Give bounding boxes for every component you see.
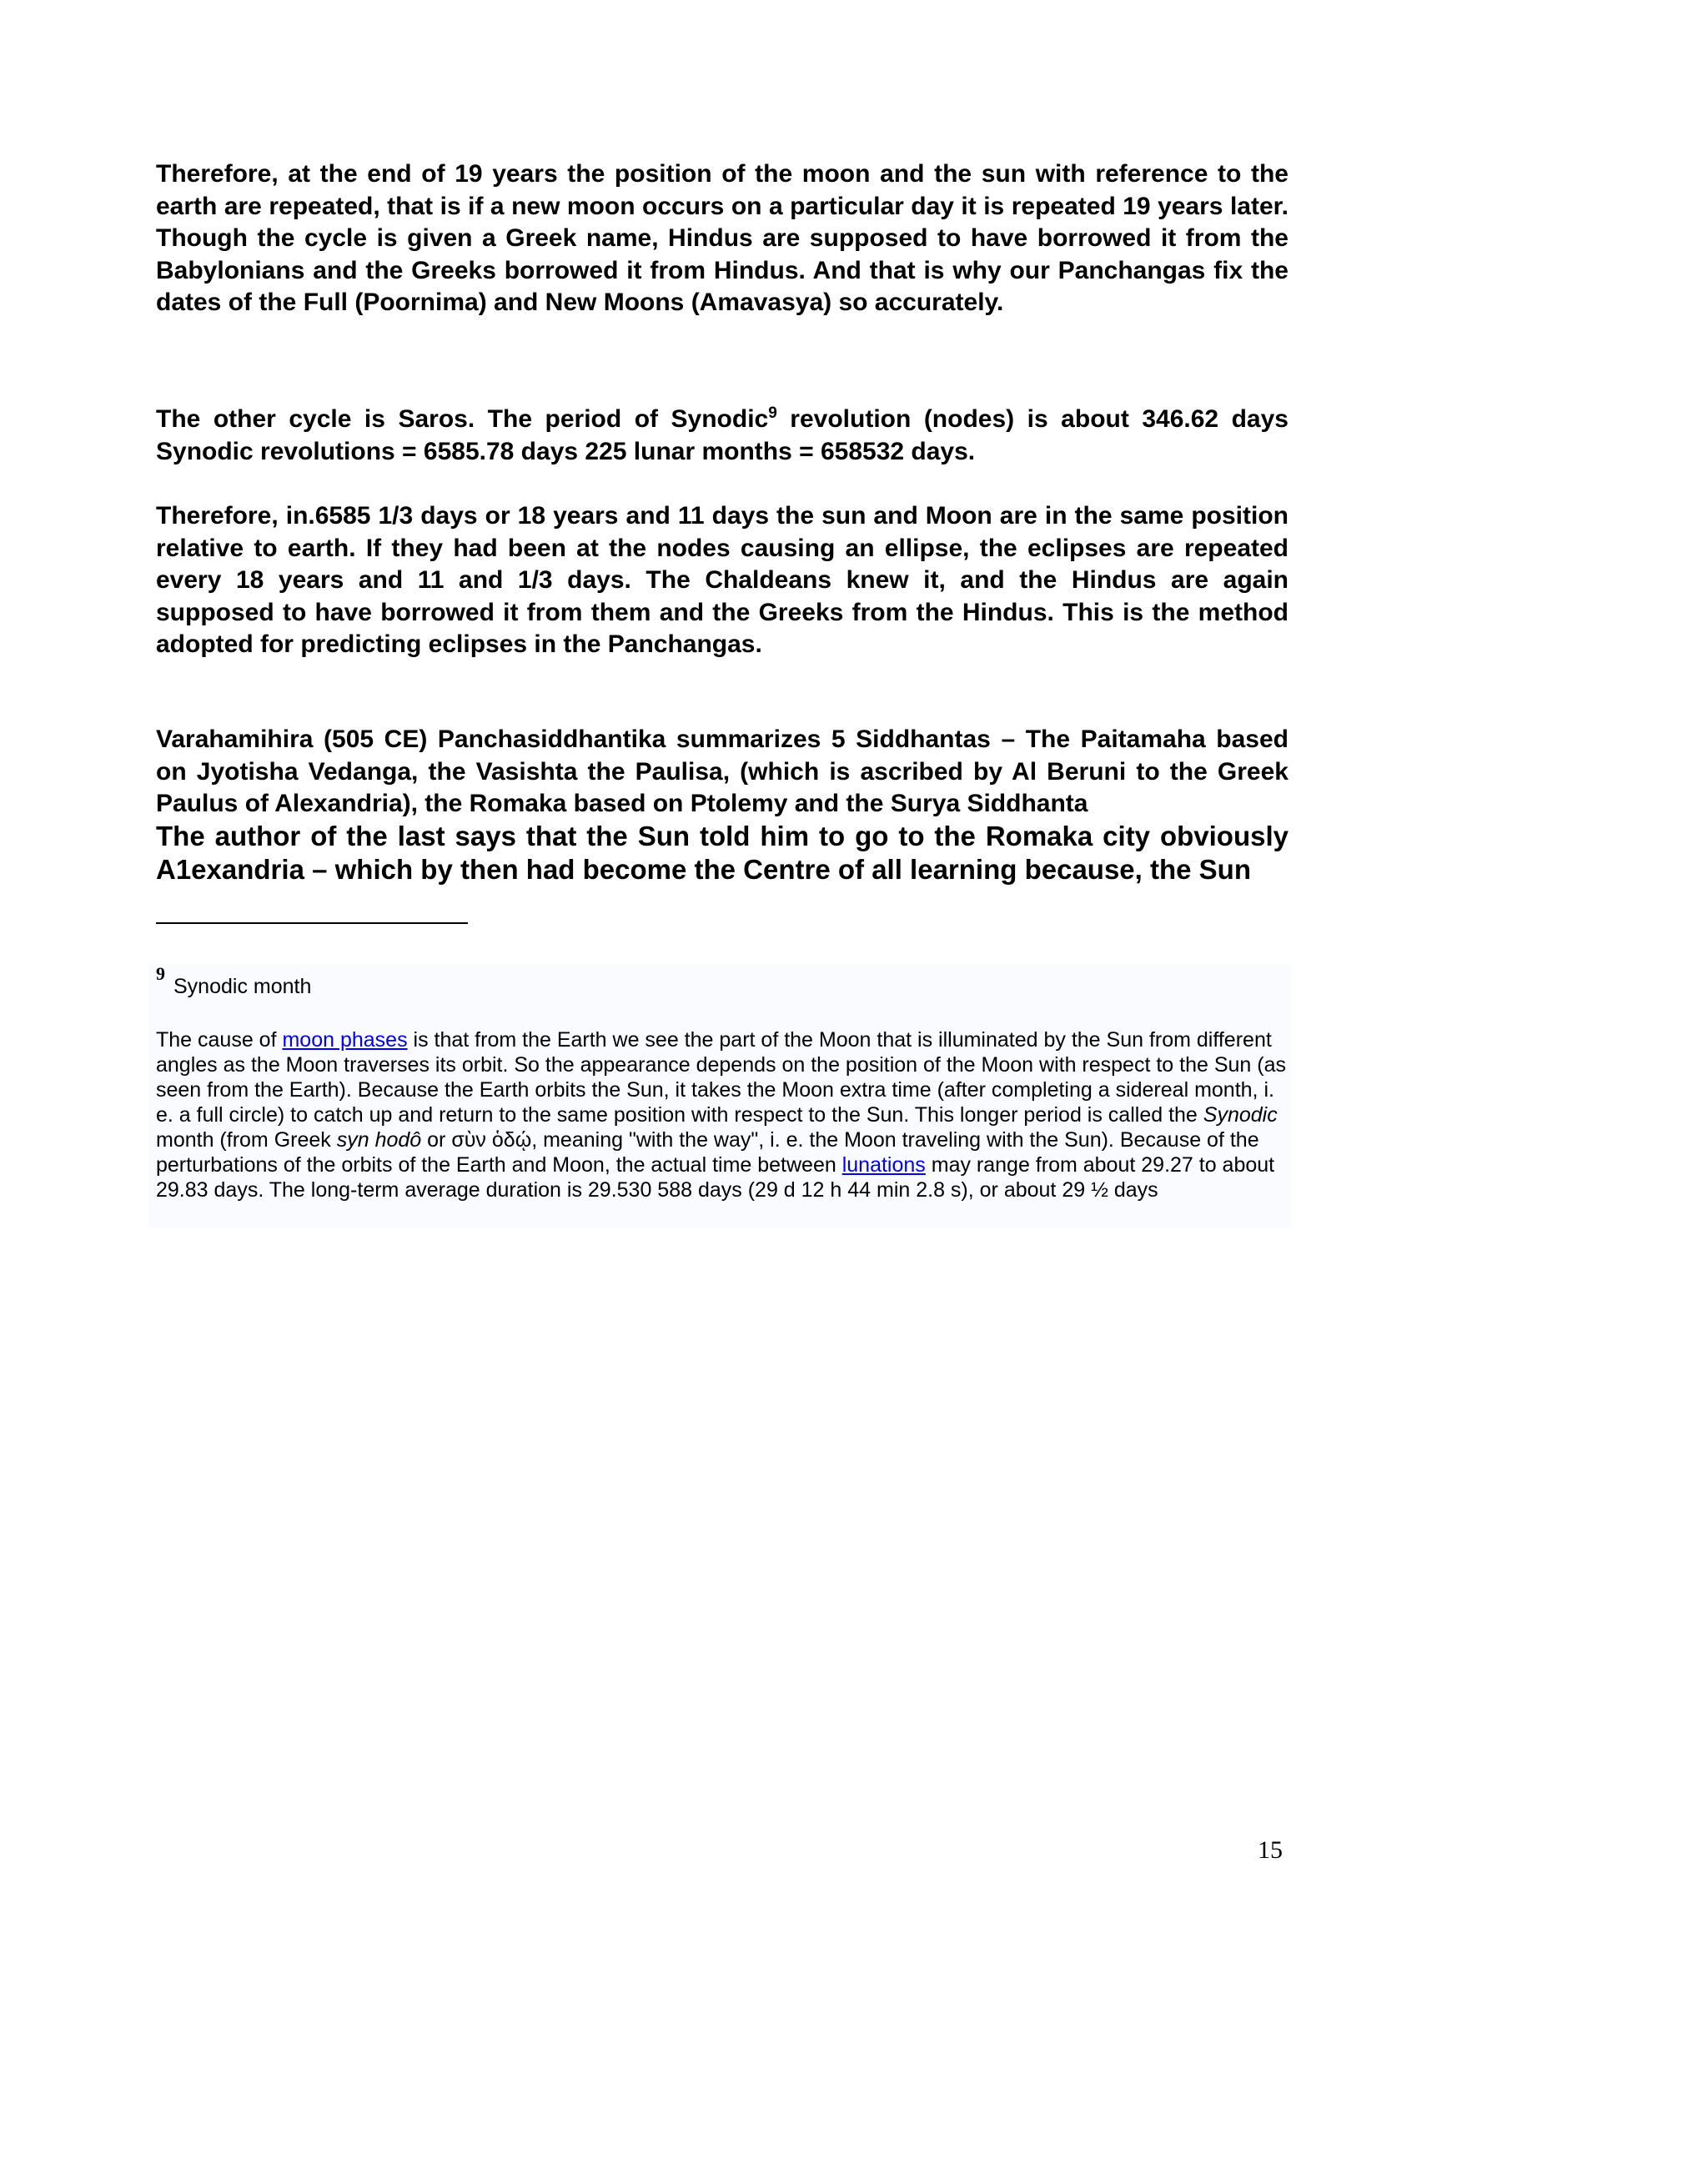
varahamihira-text: Varahamihira (505 CE) Panchasiddhantika summarizes 5 Siddhantas – The Paitamaha based on Jyotisha Vedanga, the Vasishta the Paulisa, (which is ascribed by Al Beruni to the Greek Paulus of Alexandria), the Romaka based on Ptolemy and the Surya Siddhanta bbox=[156, 726, 1289, 817]
paragraph-eclipse-prediction: Therefore, in.6585 1/3 days or 18 years and 11 days the sun and Moon are in the same position relative to earth. If they had been at the nodes causing an ellipse, the eclipses are repeated every 18 years and 11 and 1/3 days. The Chaldeans knew it, and the Hindus are again supposed to have borrowed it from them and the Greeks from the Hindus. This is the method adopted for predicting eclipses in the Panchangas. bbox=[156, 502, 1289, 658]
footnote-text: may range from about 29.27 to about 29.83 days. The long-term average duration is 29.530 588 days (29 d 12 h 44 min 2.8 s), or about 29 ½ days bbox=[156, 1153, 1275, 1202]
lunations-link[interactable]: lunations bbox=[841, 1153, 926, 1177]
footnote-body bbox=[156, 1027, 1290, 1202]
footnote-text: month (from Greek bbox=[156, 1128, 337, 1152]
moon-phases-link[interactable]: moon phases bbox=[282, 1028, 408, 1052]
footnote-text: or σὺν ὁδῴ, meaning "with the way", i. e. the Moon traveling with the Sun). Because of the perturbations of the orbits of the Earth and Moon, the actual time between bbox=[156, 1128, 1259, 1177]
footnote-heading: Synodic month bbox=[173, 975, 312, 998]
footnote-mark: 9 bbox=[156, 963, 165, 984]
paragraph-varahamihira bbox=[156, 724, 1289, 888]
footnote-italic-term: syn hodô bbox=[336, 1128, 422, 1152]
footnote-text: is that from the Earth we see the part of the Moon that is illuminated by the Sun from different angles as the Moon traverses its orbit. So the appearance depends on the position of the Moon with respect to the Sun (as seen from the Earth). Because the Earth orbits the Sun, it takes the Moon extra time (after completing a sidereal month, i. e. a full circle) to catch up and return to the same position with respect to the Sun. This longer period is called the bbox=[156, 1028, 1286, 1127]
footnote-reference[interactable]: 9 bbox=[768, 404, 777, 422]
saros-text-end: revolution (nodes) is about 346.62 days Synodic revolutions = 6585.78 days 225 lunar months = 658532 days. bbox=[156, 405, 1289, 465]
saros-text-start: The other cycle is Saros. The period of Synodic bbox=[156, 405, 769, 433]
footnote-separator bbox=[156, 922, 468, 924]
paragraph-metonic-cycle: Therefore, at the end of 19 years the position of the moon and the sun with reference to the earth are repeated, that is if a new moon occurs on a particular day it is repeated 19 years later. Though the cycle is given a Greek name, Hindus are supposed to have borrowed it from the Babylonians and the Greeks borrowed it from Hindus. And that is why our Panchangas fix the dates of the Full (Poornima) and New Moons (Amavasya) so accurately. bbox=[156, 160, 1289, 316]
footnote-text: The cause of bbox=[156, 1028, 283, 1052]
footnote-italic-term: Synodic bbox=[1203, 1103, 1278, 1127]
surya-siddhanta-text: The author of the last says that the Sun told him to go to the Romaka city obviously A1exandria – which by then had become the Centre of all learning because, the Sun bbox=[156, 820, 1289, 885]
page-number: 15 bbox=[1258, 1836, 1283, 1864]
paragraph-saros-cycle bbox=[156, 404, 1289, 468]
